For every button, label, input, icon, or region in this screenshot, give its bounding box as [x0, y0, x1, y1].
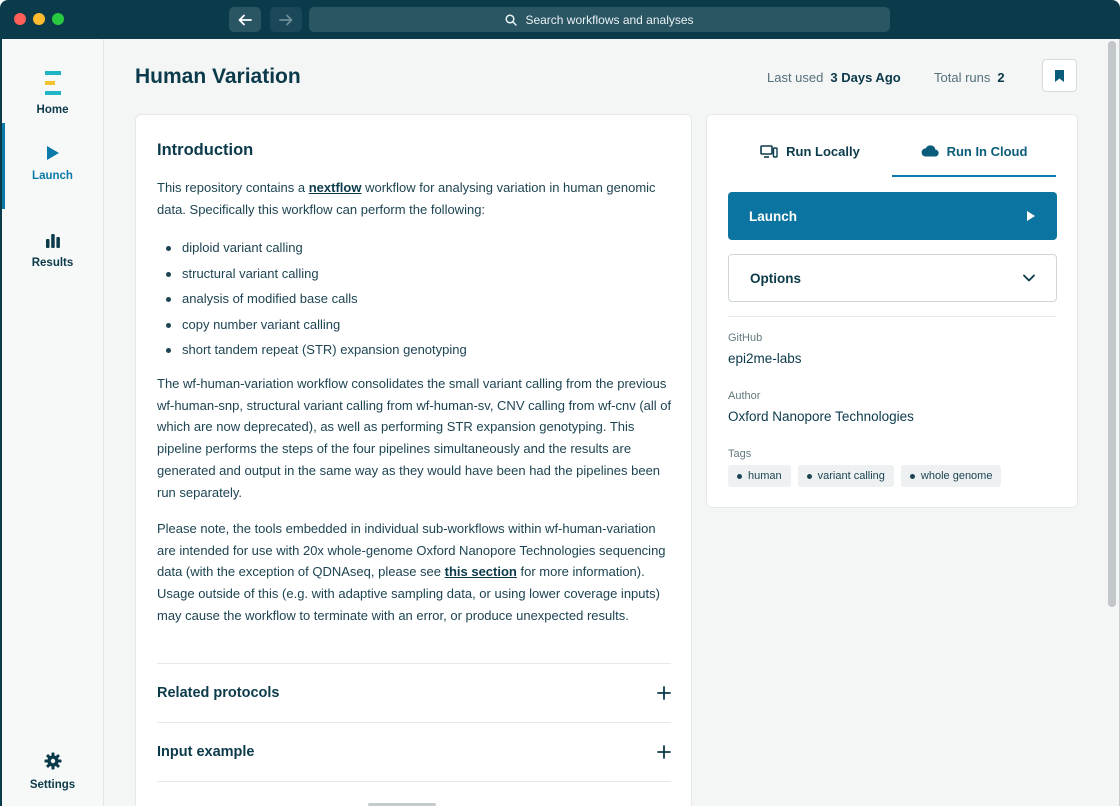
sidebar: [2, 39, 104, 806]
app-window: [0, 39, 1120, 806]
sidebar-item-label: Results: [31, 256, 74, 269]
github-value[interactable]: epi2me-labs: [728, 351, 802, 366]
last-used-label: Last used: [767, 70, 824, 85]
minimize-window-button[interactable]: [33, 13, 45, 25]
intro-paragraph-3: [157, 518, 673, 627]
tab-label: Run Locally: [786, 143, 860, 159]
back-button[interactable]: [229, 7, 261, 32]
title-bar: [0, 0, 1120, 39]
arrow-left-icon: [238, 14, 252, 26]
launch-button-label: Launch: [749, 208, 798, 224]
list-item: short tandem repeat (STR) expansion genotyping: [166, 337, 467, 363]
page-title: Human Variation: [135, 65, 301, 88]
nextflow-link[interactable]: nextflow: [308, 180, 362, 195]
play-icon: [46, 145, 60, 161]
search-placeholder: Search workflows and analyses: [525, 12, 694, 27]
close-window-button[interactable]: [14, 13, 26, 25]
divider: [157, 781, 671, 782]
tab-label: Run In Cloud: [946, 143, 1028, 159]
chevron-down-icon: [1023, 274, 1035, 282]
plus-icon: [657, 686, 671, 700]
sidebar-item-settings[interactable]: [2, 731, 103, 806]
author-value: Oxford Nanopore Technologies: [728, 409, 914, 424]
tab-run-in-cloud[interactable]: [892, 127, 1056, 177]
workflow-description-card: [135, 114, 692, 806]
options-label: Options: [750, 270, 801, 286]
gear-icon: [44, 752, 62, 770]
sidebar-item-home[interactable]: [2, 53, 103, 133]
forward-button[interactable]: [270, 7, 302, 32]
intro-paragraph-2: The wf-human-variation workflow consolidates the small variant calling from the previous wf-human-snp, structural variant calling from wf-human-sv, CNV calling from wf-cnv (all of which are now deprecated), as well as performing STR expansion genotyping. This pipeline performs the steps of the four pipelines simultaneously and the results are generated and output in the same way as they would have been had the pipelines been run separately.: [157, 376, 672, 500]
list-item: structural variant calling: [166, 261, 467, 287]
tag: whole genome: [901, 465, 1002, 487]
accordion-label: Input example: [157, 744, 255, 760]
sidebar-item-label: Settings: [29, 778, 76, 791]
bar-chart-icon: [45, 234, 61, 248]
list-item: diploid variant calling: [166, 235, 467, 261]
tag: variant calling: [798, 465, 894, 487]
sidebar-item-label: Home: [36, 103, 69, 116]
introduction-heading: Introduction: [157, 141, 254, 159]
tag-list: [728, 465, 1001, 487]
p1-text-end: workflow for analysing variation in human genomic data. Specifically this workflow can perform the following:: [157, 180, 656, 217]
total-runs-label: Total runs: [934, 70, 991, 85]
sidebar-item-launch[interactable]: [2, 123, 103, 203]
intro-paragraph-1: [157, 177, 673, 220]
launch-button[interactable]: [728, 192, 1057, 240]
author-label: Author: [728, 390, 761, 402]
total-runs: [934, 70, 1005, 85]
sidebar-item-label: Launch: [32, 169, 73, 182]
tab-run-locally[interactable]: [728, 127, 892, 177]
divider: [728, 316, 1056, 317]
search-icon: [505, 14, 517, 26]
scrollbar[interactable]: [1108, 41, 1116, 607]
capability-list: [166, 235, 467, 363]
bookmark-icon: [1054, 69, 1065, 83]
search-input[interactable]: [309, 7, 890, 32]
this-section-link[interactable]: this section: [444, 564, 517, 580]
github-label: GitHub: [728, 332, 763, 344]
accordion-label: Related protocols: [157, 685, 280, 701]
accordion-input-example[interactable]: [157, 722, 671, 781]
total-runs-value: 2: [997, 70, 1005, 85]
computer-icon: [760, 145, 778, 158]
bookmark-button[interactable]: [1042, 59, 1077, 92]
run-tabs: [728, 127, 1056, 177]
cloud-icon: [921, 145, 939, 157]
accordion-related-protocols[interactable]: [157, 663, 671, 722]
plus-icon: [657, 745, 671, 759]
run-panel: [706, 114, 1078, 508]
last-used: [767, 70, 901, 85]
list-item: copy number variant calling: [166, 312, 467, 338]
last-used-value: 3 Days Ago: [830, 70, 901, 85]
p3-text-end: for more information). Usage outside of this (e.g. with adaptive sampling data, or using lower coverage inputs) may cause the workflow to terminate with an error, or produce unexpected results.: [157, 564, 660, 623]
p1-text-start: This repository contains a: [157, 180, 309, 195]
zoom-window-button[interactable]: [52, 13, 64, 25]
tag: human: [728, 465, 791, 487]
arrow-right-icon: [279, 14, 293, 26]
options-dropdown[interactable]: [728, 254, 1057, 302]
logo-icon: [44, 71, 62, 95]
tags-label: Tags: [728, 448, 752, 460]
list-item: analysis of modified base calls: [166, 286, 467, 312]
play-icon: [1026, 210, 1036, 222]
p3-text-start: Please note, the tools embedded in individual sub-workflows within wf-human-variation are intended for use with 20x whole-genome Oxford Nanopore Technologies sequencing data (with the exception of QDNAseq, please see: [157, 521, 666, 580]
sidebar-item-results[interactable]: [2, 211, 103, 291]
